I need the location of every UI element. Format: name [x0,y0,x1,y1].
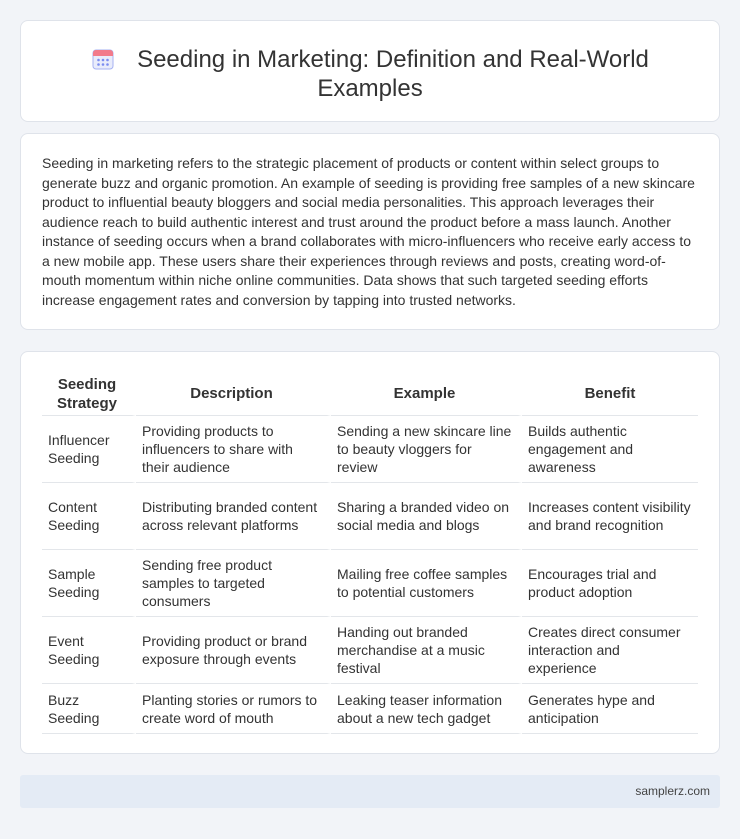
intro-card [20,133,720,330]
cell-description: Providing product or brand exposure through events [136,617,331,684]
cell-example: Mailing free coffee samples to potential customers [331,550,522,617]
table-row [42,550,698,617]
title-line-2: Examples [317,75,423,102]
footer-site-link[interactable]: samplerz.com [635,784,710,798]
table-header-row [42,372,698,416]
cell-benefit: Generates hype and anticipation [522,684,698,734]
cell-strategy: Sample Seeding [42,550,136,617]
title-card [20,20,720,122]
header-strategy: Seeding Strategy [42,372,136,416]
table-row [42,416,698,483]
title-line-1: Seeding in Marketing: Definition and Real-World [137,46,649,73]
cell-example: Sending a new skincare line to beauty vloggers for review [331,416,522,483]
table-row [42,617,698,684]
cell-strategy: Influencer Seeding [42,416,136,483]
table-card [20,351,720,754]
calendar-icon [91,47,115,71]
header-benefit: Benefit [522,372,698,416]
cell-strategy: Buzz Seeding [42,684,136,734]
cell-benefit: Creates direct consumer interaction and experience [522,617,698,684]
cell-benefit: Builds authentic engagement and awareness [522,416,698,483]
cell-benefit: Increases content visibility and brand recognition [522,483,698,550]
cell-description: Distributing branded content across relevant platforms [136,483,331,550]
cell-strategy: Event Seeding [42,617,136,684]
cell-description: Planting stories or rumors to create word of mouth [136,684,331,734]
cell-strategy: Content Seeding [42,483,136,550]
footer-bar [20,775,720,808]
cell-example: Leaking teaser information about a new tech gadget [331,684,522,734]
cell-example: Handing out branded merchandise at a music festival [331,617,522,684]
cell-example: Sharing a branded video on social media and blogs [331,483,522,550]
page-title [21,45,719,103]
cell-benefit: Encourages trial and product adoption [522,550,698,617]
intro-paragraph: Seeding in marketing refers to the strategic placement of products or content within select groups to generate buzz and organic promotion. An example of seeding is providing free samples of a new skincare product to influential beauty bloggers and social media personalities. This approach leverages their audience reach to build authentic interest and trust around the product before a mass launch. Another instance of seeding occurs when a brand collaborates with micro-influencers who receive early access to a new mobile app. These users share their experiences through reviews and posts, creating word-of-mouth momentum within niche online communities. Data shows that such targeted seeding efforts increase engagement rates and conversion by tapping into trusted networks. [42,155,695,308]
header-description: Description [136,372,331,416]
table-row [42,684,698,734]
cell-description: Sending free product samples to targeted consumers [136,550,331,617]
header-example: Example [331,372,522,416]
cell-description: Providing products to influencers to share with their audience [136,416,331,483]
table-row [42,483,698,550]
seeding-table [42,372,698,734]
